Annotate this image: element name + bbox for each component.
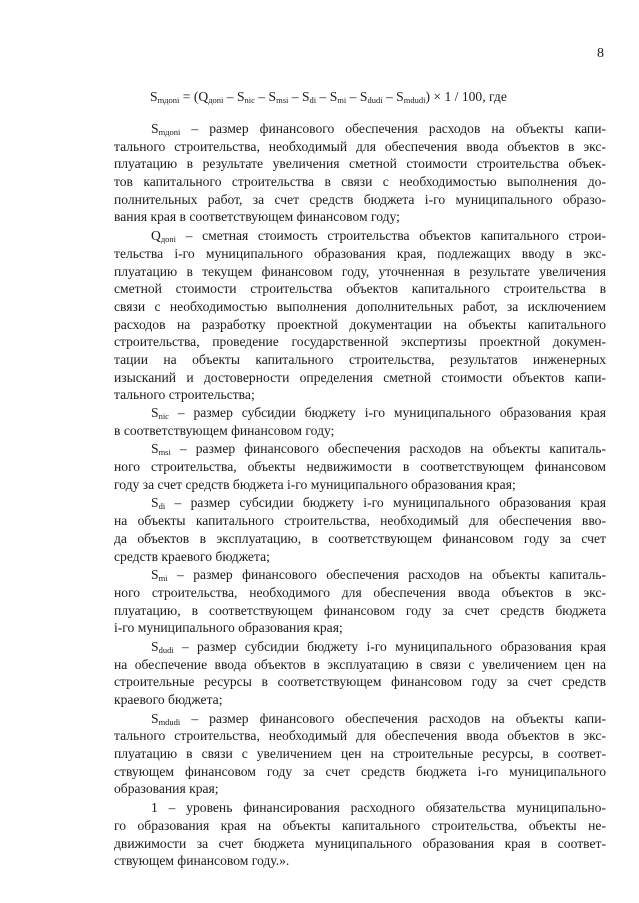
line-text: плуатацию в результате увеличения сметной стоимости строительства объек- (114, 156, 606, 172)
line-text: изысканий и достоверности определения сметной стоимости объектов капи- (114, 369, 606, 385)
line-text: – размер финансового обеспечения расходов на объекты капиталь- (167, 567, 606, 583)
variable-subscript: dudi (158, 644, 174, 655)
variable-symbol: S (151, 405, 159, 420)
text-line (114, 763, 606, 781)
line-text: да объектов в эксплуатацию, в соответствующем финансовом году за счет (114, 530, 606, 546)
formula-term: – S (346, 89, 368, 104)
formula-term: – S (316, 89, 338, 104)
variable-subscript: mдoni (158, 127, 181, 137)
text-line (114, 691, 606, 709)
text-line (114, 386, 606, 404)
line-text: – размер финансового обеспечения расходов на объекты капиталь- (170, 441, 606, 457)
formula-term: – S (254, 89, 277, 104)
line-text: – размер субсидии бюджету i-го муниципального образования края (165, 495, 606, 511)
text-line (114, 727, 606, 745)
line-text: 1 – уровень финансирования расходного обязательства муниципально- (151, 800, 606, 816)
line-text: – размер финансового обеспечения расходов на объекты капи- (180, 710, 606, 726)
line-text: краевого бюджета; (114, 692, 223, 707)
text-line (114, 780, 606, 798)
variable-subscript: доni (160, 234, 177, 245)
variable-subscript: nic (158, 411, 169, 421)
text-line (114, 298, 606, 316)
formula (150, 88, 507, 106)
text-line (114, 476, 606, 494)
variable-symbol: S (151, 710, 159, 726)
line-text: связи с необходимостью выполнения дополнительных работ, за исключением (114, 298, 606, 314)
line-text: i-го муниципального образования края; (114, 620, 343, 636)
text-line (114, 263, 606, 281)
line-text: сметной стоимости строительства объектов капитального строительства в (114, 281, 606, 297)
text-line (114, 280, 606, 298)
text-line (114, 404, 606, 422)
variable-symbol: S (151, 567, 159, 583)
line-text: на объекты капитального строительства, необходимый для обеспечения вво- (114, 513, 606, 529)
formula-sub: di (309, 95, 317, 105)
formula-sub: dudi (367, 95, 383, 105)
text-line (114, 227, 606, 245)
text-line (114, 602, 606, 620)
variable-subscript: mdudi (158, 716, 181, 727)
definition-paragraph (114, 440, 606, 493)
text-line (114, 333, 606, 351)
variable-symbol: S (151, 638, 159, 654)
definition-paragraph (114, 566, 606, 637)
formula-term: – S (382, 89, 404, 104)
text-line (114, 440, 606, 458)
definition-paragraph (114, 799, 606, 870)
text-line (114, 530, 606, 548)
text-line (114, 710, 606, 728)
text-line (114, 369, 606, 387)
line-text: – размер финансового обеспечения расходов на объекты капи- (180, 121, 606, 136)
text-line (114, 138, 606, 156)
line-text: тального строительства, необходимый для обеспечения ввода объектов в экс- (114, 138, 606, 154)
formula-eq: = (Q (179, 89, 209, 104)
formula-sub: msi (276, 95, 289, 105)
line-text: в соответствующем финансовом году; (114, 422, 335, 438)
formula-term: – S (223, 89, 245, 104)
variable-subscript: msi (158, 447, 171, 458)
definition-paragraph (114, 227, 606, 404)
variable-symbol: S (151, 495, 159, 511)
text-line (114, 173, 606, 191)
line-text: тального строительства; (114, 387, 255, 403)
text-line (114, 208, 606, 226)
formula-tail: ) × 1 / 100, где (425, 89, 507, 104)
formula-q-sub: доni (208, 95, 224, 105)
text-line (114, 548, 606, 566)
line-text: – размер субсидии бюджету i-го муниципального образования края (173, 638, 606, 654)
variable-subscript: di (158, 501, 166, 512)
text-line (114, 799, 606, 817)
line-text: полнительных работ, за счет средств бюджета i-го муниципального образо- (114, 191, 606, 207)
line-text: году за счет средств бюджета i-го муниципального образования края; (114, 476, 516, 492)
text-line (114, 584, 606, 602)
line-text: строительства, проведение государственной экспертизы проектной докумен- (114, 334, 606, 350)
text-line (114, 191, 606, 209)
text-line (114, 120, 606, 138)
text-line (114, 835, 606, 853)
definition-paragraph (114, 120, 606, 226)
line-text: движимости за счет бюджета муниципального образования края в соответ- (114, 835, 606, 851)
variable-subscript: mi (158, 573, 168, 584)
text-line (114, 422, 606, 440)
formula-lhs: S (150, 89, 158, 104)
definition-paragraph (114, 638, 606, 709)
text-line (114, 673, 606, 691)
variable-symbol: S (151, 121, 159, 136)
line-text: ствующем финансовом году за счет средств бюджета i-го муниципального (114, 763, 606, 779)
text-line (114, 619, 606, 637)
variable-symbol: Q (151, 228, 161, 244)
line-text: плуатацию в текущем финансовом году, уточненная в результате увеличения (114, 263, 606, 279)
line-text: образования края; (114, 781, 219, 797)
text-line (114, 458, 606, 476)
text-line (114, 656, 606, 674)
line-text: средств краевого бюджета; (114, 548, 270, 564)
line-text: – размер субсидии бюджету i-го муниципального образования края (168, 405, 606, 420)
line-text: вания края в соответствующем финансовом году; (114, 209, 400, 225)
text-line (114, 245, 606, 263)
line-text: ного строительства, необходимого для обеспечения ввода объектов в экс- (114, 584, 606, 600)
text-line (114, 852, 606, 870)
line-text: тов капитального строительства в связи с необходимостью выполнения до- (114, 174, 606, 190)
formula-sub: mi (337, 95, 347, 105)
line-text: го образования края на объекты капитального строительства, объекты не- (114, 817, 606, 833)
variable-symbol: S (151, 441, 159, 457)
definition-paragraph (114, 494, 606, 565)
text-line (114, 494, 606, 512)
line-text: ного строительства, объекты недвижимости в соответствующем финансовом (114, 459, 606, 475)
definition-paragraph (114, 710, 606, 798)
line-text: тельства i-го муниципального образования края, подлежащих вводу в экс- (114, 245, 606, 261)
text-line (114, 745, 606, 763)
text-line (114, 566, 606, 584)
text-line (114, 351, 606, 369)
line-text: плуатацию в связи с увеличением цен на строительные ресурсы, в соответ- (114, 746, 606, 762)
text-line (114, 817, 606, 835)
line-text: строительные ресурсы в соответствующем финансовом году за счет средств (114, 674, 606, 690)
page-number: 8 (597, 46, 604, 61)
definitions-list (114, 120, 606, 870)
text-line (114, 316, 606, 334)
formula-sub: nic (244, 95, 255, 105)
formula-lhs-sub: mдoni (157, 95, 180, 105)
formula-sub: mdudi (403, 95, 426, 105)
line-text: ствующем финансовом году.». (114, 853, 290, 869)
line-text: расходов на разработку проектной документации на объекты капитального (114, 316, 606, 332)
line-text: на обеспечение ввода объектов в эксплуатацию в связи с увеличением цен на (114, 656, 606, 672)
text-line (114, 638, 606, 656)
text-line (114, 155, 606, 173)
formula-term: – S (288, 89, 310, 104)
definition-paragraph (114, 404, 606, 439)
text-line (114, 512, 606, 530)
line-text: тации на объекты капитального строительства, результатов инженерных (114, 351, 606, 367)
line-text: – сметная стоимость строительства объектов капитального строи- (176, 228, 606, 244)
line-text: тального строительства, необходимый для обеспечения ввода объектов в экс- (114, 728, 606, 744)
line-text: плуатацию, в соответствующем финансовом году за счет средств бюджета (114, 602, 606, 618)
